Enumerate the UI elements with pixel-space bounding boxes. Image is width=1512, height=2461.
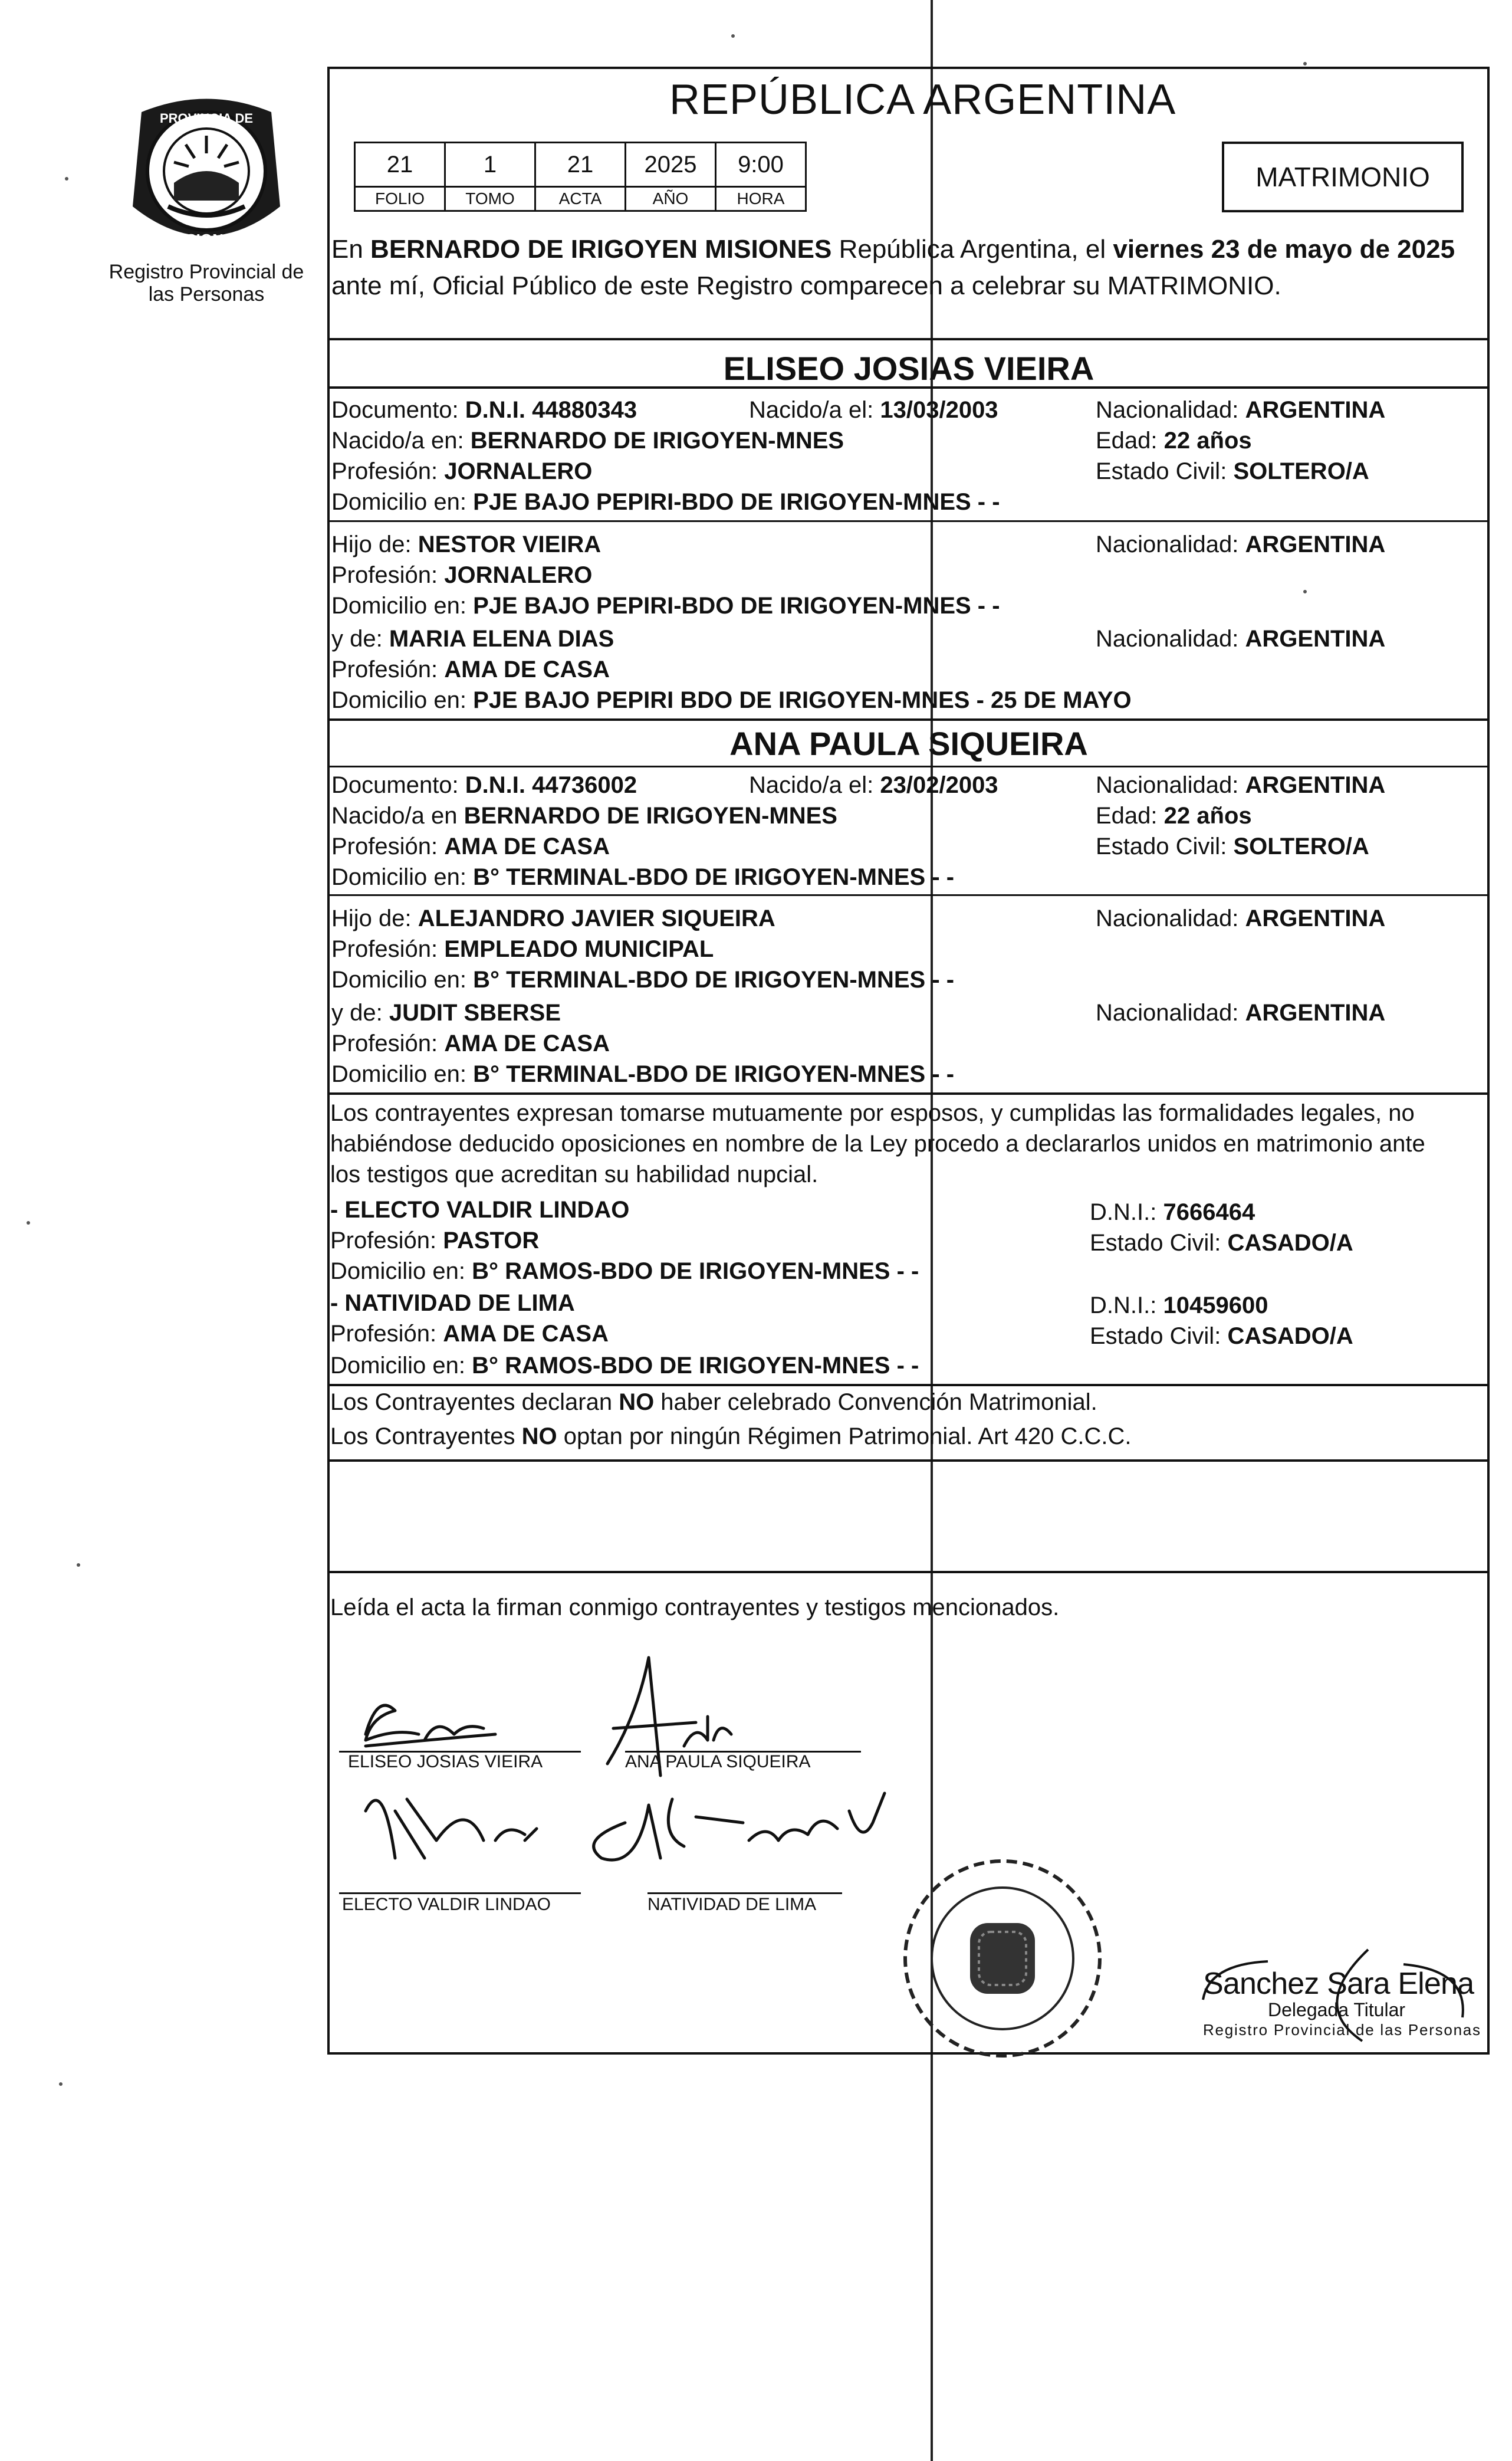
spouse1-father-dom: Domicilio en: PJE BAJO PEPIRI-BDO DE IRIGOYEN-MNES - -: [331, 593, 1000, 619]
spouse1-mother-prof: Profesión: AMA DE CASA: [331, 657, 610, 682]
seal-ring-text-top: PROVINCIA DE: [159, 111, 254, 126]
spouse2-mother-dom: Domicilio en: B° TERMINAL-BDO DE IRIGOYEN-MNES - -: [331, 1061, 955, 1087]
spouse2-father-nat: Nacionalidad: ARGENTINA: [1096, 905, 1386, 931]
spouse1-father-nat: Nacionalidad: ARGENTINA: [1096, 531, 1386, 557]
spouse2-born: Nacido/a el: 23/02/2003: [749, 772, 998, 798]
spouse2-doc: Documento: D.N.I. 44736002: [331, 772, 637, 798]
spouse1-name: ELISEO JOSIAS VIEIRA: [723, 350, 1094, 387]
spouse1-mother: y de: MARIA ELENA DIAS: [331, 626, 614, 652]
witness1-prof: Profesión: PASTOR: [330, 1228, 540, 1254]
spouse1-prof: Profesión: JORNALERO: [331, 458, 593, 484]
spouse1-mother-nat: Nacionalidad: ARGENTINA: [1096, 626, 1386, 652]
intro-date: viernes 23 de mayo de 2025: [1113, 235, 1455, 264]
divider: [327, 894, 1490, 896]
spouse2-nat: Nacionalidad: ARGENTINA: [1096, 772, 1386, 798]
seal-ring-text-bottom: MISIONES: [169, 231, 244, 248]
registry-caption: Registro Provincial de las Personas: [109, 261, 304, 306]
scan-speck: [65, 177, 68, 181]
convention-line: Los Contrayentes declaran NO haber celebrado Convención Matrimonial.: [330, 1389, 1097, 1415]
witness2-dom: Domicilio en: B° RAMOS-BDO DE IRIGOYEN-MNES - -: [330, 1353, 919, 1379]
witness1-dni: D.N.I.: 7666464: [1090, 1199, 1255, 1225]
folio-value: 21: [355, 143, 445, 187]
spouse2-birthplace: Nacido/a en BERNARDO DE IRIGOYEN-MNES: [331, 803, 837, 829]
divider: [327, 718, 1490, 721]
intro-text: En: [331, 235, 371, 264]
divider: [327, 1384, 1490, 1386]
divider: [327, 1092, 1490, 1095]
witness2-name: - NATIVIDAD DE LIMA: [330, 1290, 575, 1316]
acta-type-box: MATRIMONIO: [1222, 142, 1464, 212]
spouse2-father-dom: Domicilio en: B° TERMINAL-BDO DE IRIGOYEN-MNES - -: [331, 967, 955, 993]
divider: [327, 766, 1490, 767]
spouse2-dom: Domicilio en: B° TERMINAL-BDO DE IRIGOYEN-MNES - -: [331, 864, 955, 890]
intro-place: BERNARDO DE IRIGOYEN MISIONES: [370, 235, 832, 264]
acta-label: ACTA: [535, 187, 626, 211]
official-office: Registro Provincial de las Personas: [1203, 2021, 1480, 2039]
folio-table: [354, 142, 807, 212]
scan-speck: [59, 2082, 63, 2086]
scan-speck: [77, 1563, 80, 1567]
divider: [327, 520, 1490, 522]
acta-value: 21: [535, 143, 626, 187]
registro-provincial-seal-icon: [124, 88, 289, 260]
divider: [327, 1571, 1490, 1573]
spouse1-father-prof: Profesión: JORNALERO: [331, 562, 593, 588]
spouse2-age: Edad: 22 años: [1096, 803, 1252, 829]
declaration-line: habiéndose deducido oposiciones en nombre de la Ley procedo a declararlos unidos en matrimonio ante: [330, 1131, 1425, 1157]
scan-speck: [731, 34, 735, 38]
year-label: AÑO: [626, 187, 716, 211]
spouse2-civil: Estado Civil: SOLTERO/A: [1096, 834, 1369, 859]
witness1-name: - ELECTO VALDIR LINDAO: [330, 1197, 630, 1223]
spouse1-dom: Domicilio en: PJE BAJO PEPIRI-BDO DE IRIGOYEN-MNES - -: [331, 489, 1000, 515]
official-name-stamp: [1191, 1947, 1486, 2047]
spouse1-born: Nacido/a el: 13/03/2003: [749, 397, 998, 423]
spouse2-father-prof: Profesión: EMPLEADO MUNICIPAL: [331, 936, 714, 962]
spouse1-birthplace: Nacido/a en: BERNARDO DE IRIGOYEN-MNES: [331, 428, 844, 454]
official-name: Sanchez Sara Elena: [1203, 1967, 1474, 2001]
regime-line: Los Contrayentes NO optan por ningún Régimen Patrimonial. Art 420 C.C.C.: [330, 1423, 1132, 1449]
tomo-label: TOMO: [445, 187, 535, 211]
signature3-name: ELECTO VALDIR LINDAO: [342, 1895, 551, 1914]
spouse1-civil: Estado Civil: SOLTERO/A: [1096, 458, 1369, 484]
closing-statement: Leída el acta la firman conmigo contrayentes y testigos mencionados.: [330, 1594, 1060, 1620]
divider: [327, 1459, 1490, 1462]
intro-paragraph: [331, 231, 1487, 304]
signature1-name: ELISEO JOSIAS VIEIRA: [348, 1752, 543, 1771]
declaration-line: Los contrayentes expresan tomarse mutuamente por esposos, y cumplidas las formalidades legales, no: [330, 1100, 1415, 1126]
tomo-value: 1: [445, 143, 535, 187]
witness2-dni: D.N.I.: 10459600: [1090, 1292, 1268, 1318]
spouse2-mother-prof: Profesión: AMA DE CASA: [331, 1031, 610, 1056]
signature-line: [647, 1892, 842, 1894]
witness2-civil: Estado Civil: CASADO/A: [1090, 1323, 1353, 1349]
witness1-civil: Estado Civil: CASADO/A: [1090, 1230, 1353, 1256]
spouse1-nat: Nacionalidad: ARGENTINA: [1096, 397, 1386, 423]
spouse1-father: Hijo de: NESTOR VIEIRA: [331, 531, 601, 557]
spouse2-mother: y de: JUDIT SBERSE: [331, 1000, 561, 1026]
scan-speck: [27, 1221, 30, 1225]
intro-text: República Argentina, el: [831, 235, 1113, 264]
spouse1-age: Edad: 22 años: [1096, 428, 1252, 454]
intro-text: ante mí, Oficial Público de este Registro comparecen a celebrar su MATRIMONIO.: [331, 271, 1281, 300]
spouse2-father: Hijo de: ALEJANDRO JAVIER SIQUEIRA: [331, 905, 775, 931]
signature2-name: ANA PAULA SIQUEIRA: [625, 1752, 811, 1771]
signature-line: [339, 1892, 581, 1894]
declaration-line: los testigos que acreditan su habilidad nupcial.: [330, 1161, 819, 1187]
spouse1-mother-dom: Domicilio en: PJE BAJO PEPIRI BDO DE IRIGOYEN-MNES - 25 DE MAYO: [331, 687, 1132, 713]
spouse2-name: ANA PAULA SIQUEIRA: [729, 725, 1088, 762]
official-round-stamp-icon: [879, 1852, 1115, 2065]
spouse2-mother-nat: Nacionalidad: ARGENTINA: [1096, 1000, 1386, 1026]
official-role: Delegada Titular: [1268, 1999, 1406, 2020]
page-title: REPÚBLICA ARGENTINA: [669, 76, 1176, 123]
witness2-prof: Profesión: AMA DE CASA: [330, 1321, 609, 1347]
spouse1-doc: Documento: D.N.I. 44880343: [331, 397, 637, 423]
scan-speck: [1303, 62, 1307, 65]
hour-value: 9:00: [716, 143, 806, 187]
divider: [327, 338, 1490, 340]
signature4-name: NATIVIDAD DE LIMA: [647, 1895, 817, 1914]
hour-label: HORA: [716, 187, 806, 211]
year-value: 2025: [626, 143, 716, 187]
folio-label: FOLIO: [355, 187, 445, 211]
spouse2-prof: Profesión: AMA DE CASA: [331, 834, 610, 859]
witness1-dom: Domicilio en: B° RAMOS-BDO DE IRIGOYEN-MNES - -: [330, 1258, 919, 1284]
